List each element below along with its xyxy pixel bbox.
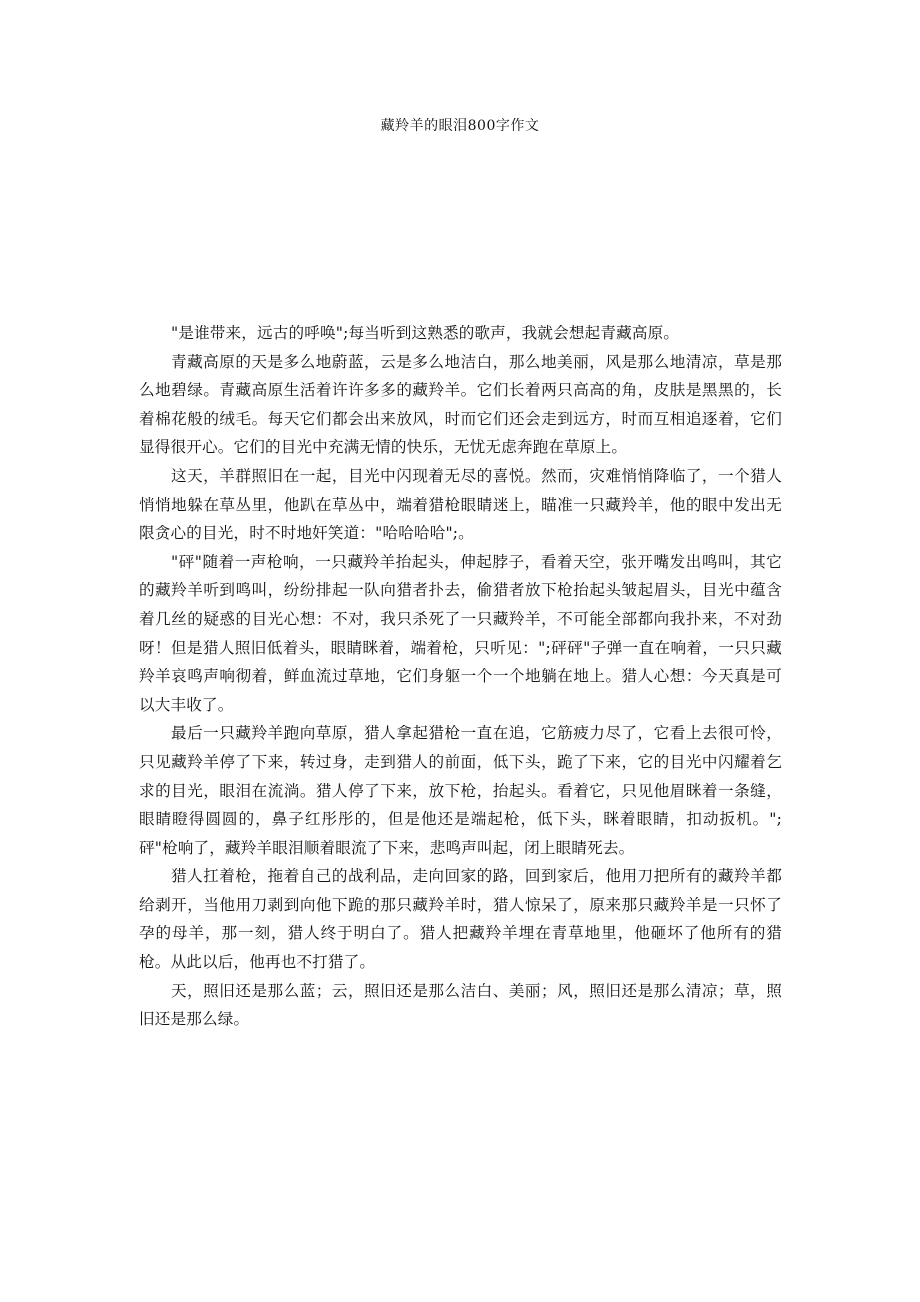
paragraph-3: 这天，羊群照旧在一起，目光中闪现着无尽的喜悦。然而，灾难悄悄降临了，一个猎人悄悄地躲在草丛里，他趴在草丛中，端着猎枪眼睛迷上，瞄准一只藏羚羊，他的眼中发出无限贪心的目光，时不时地奸笑道："哈哈哈哈";。	[139, 466, 782, 543]
paragraph-6: 猎人扛着枪，拖着自己的战利品，走向回家的路，回到家后，他用刀把所有的藏羚羊都给剥开，当他用刀剥到向他下跪的那只藏羚羊时，猎人惊呆了，原来那只藏羚羊是一只怀了孕的母羊，那一刻，猎人终于明白了。猎人把藏羚羊埋在青草地里，他砸坏了他所有的猎枪。从此以后，他再也不打猎了。	[139, 867, 782, 972]
paragraph-7: 天，照旧还是那么蓝；云，照旧还是那么洁白、美丽；风，照旧还是那么清凉；草，照旧还是那么绿。	[139, 981, 782, 1029]
paragraph-2: 青藏高原的天是多么地蔚蓝，云是多么地洁白，那么地美丽，风是那么地清凉，草是那么地碧绿。青藏高原生活着许许多多的藏羚羊。它们长着两只高高的角，皮肤是黑黑的，长着棉花般的绒毛。每天它们都会出来放风，时而它们还会走到远方，时而互相追逐着，它们显得很开心。它们的目光中充满无情的快乐，无忧无虑奔跑在草原上。	[139, 352, 782, 457]
paragraph-4: "砰"随着一声枪响，一只藏羚羊抬起头，伸起脖子，看着天空，张开嘴发出鸣叫，其它的藏羚羊听到鸣叫，纷纷排起一队向猎者扑去，偷猎者放下枪抬起头皱起眉头，目光中蕴含着几丝的疑惑的目光心想：不对，我只杀死了一只藏羚羊，不可能全部都向我扑来，不对劲呀！但是猎人照旧低着头，眼睛眯着，端着枪，只听见：";砰砰"子弹一直在响着，一只只藏羚羊哀鸣声响彻着，鲜血流过草地，它们身躯一个一个地躺在地上。猎人心想：今天真是可以大丰收了。	[139, 552, 782, 714]
document-body	[139, 319, 782, 1034]
document-title: 藏羚羊的眼泪800字作文	[380, 118, 540, 134]
paragraph-1: "是谁带来，远古的呼唤";每当听到这熟悉的歌声，我就会想起青藏高原。	[171, 324, 680, 342]
paragraph-5: 最后一只藏羚羊跑向草原，猎人拿起猎枪一直在追，它筋疲力尽了，它看上去很可怜，只见藏羚羊停了下来，转过身，走到猎人的前面，低下头，跪了下来，它的目光中闪耀着乞求的目光，眼泪在流淌。猎人停了下来，放下枪，抬起头。看着它，只见他眉眯着一条缝，眼睛瞪得圆圆的，鼻子红彤彤的，但是他还是端起枪，低下头，眯着眼睛，扣动扳机。";砰"枪响了，藏羚羊眼泪顺着眼流了下来，悲鸣声叫起，闭上眼睛死去。	[139, 724, 782, 857]
